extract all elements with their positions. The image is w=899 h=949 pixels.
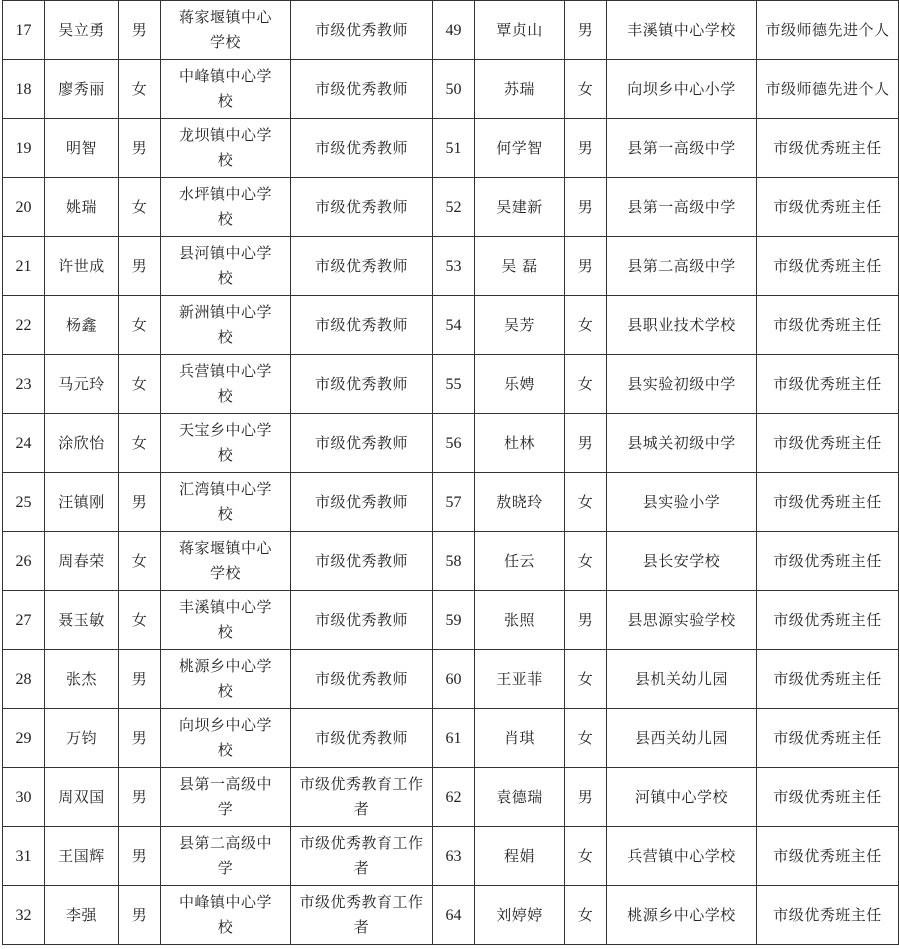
left-award-cell: 市级优秀教师 [291, 296, 433, 355]
table-row [3, 296, 899, 355]
left-row-number: 20 [3, 178, 45, 237]
table-body [3, 1, 899, 945]
right-row-number: 60 [433, 650, 475, 709]
left-school-cell: 桃源乡中心学校 [161, 650, 291, 709]
left-award-cell: 市级优秀教育工作者 [291, 827, 433, 886]
right-gender-cell: 男 [565, 119, 607, 178]
left-gender-cell: 男 [119, 237, 161, 296]
right-row-number: 62 [433, 768, 475, 827]
right-school-cell: 县城关初级中学 [607, 414, 757, 473]
table-row [3, 355, 899, 414]
right-name-cell: 任云 [475, 532, 565, 591]
right-gender-cell: 男 [565, 178, 607, 237]
right-name-cell: 覃贞山 [475, 1, 565, 60]
right-name-cell: 刘婷婷 [475, 886, 565, 945]
right-gender-cell: 女 [565, 60, 607, 119]
right-gender-cell: 女 [565, 650, 607, 709]
table-row [3, 178, 899, 237]
left-gender-cell: 男 [119, 709, 161, 768]
left-name-cell: 吴立勇 [45, 1, 119, 60]
table-row [3, 414, 899, 473]
right-name-cell: 吴 磊 [475, 237, 565, 296]
left-gender-cell: 男 [119, 119, 161, 178]
right-row-number: 51 [433, 119, 475, 178]
right-award-cell: 市级优秀班主任 [757, 237, 899, 296]
left-school-cell: 中峰镇中心学校 [161, 60, 291, 119]
right-school-cell: 县西关幼儿园 [607, 709, 757, 768]
right-award-cell: 市级优秀班主任 [757, 709, 899, 768]
right-gender-cell: 男 [565, 237, 607, 296]
award-list-table [2, 0, 899, 945]
right-gender-cell: 女 [565, 473, 607, 532]
right-award-cell: 市级优秀班主任 [757, 650, 899, 709]
right-row-number: 56 [433, 414, 475, 473]
right-school-cell: 河镇中心学校 [607, 768, 757, 827]
right-row-number: 52 [433, 178, 475, 237]
left-award-cell: 市级优秀教师 [291, 532, 433, 591]
left-row-number: 18 [3, 60, 45, 119]
right-name-cell: 王亚菲 [475, 650, 565, 709]
left-gender-cell: 男 [119, 827, 161, 886]
left-row-number: 29 [3, 709, 45, 768]
left-school-cell: 新洲镇中心学校 [161, 296, 291, 355]
left-school-cell: 县河镇中心学校 [161, 237, 291, 296]
left-gender-cell: 女 [119, 591, 161, 650]
left-row-number: 24 [3, 414, 45, 473]
right-gender-cell: 男 [565, 414, 607, 473]
right-row-number: 50 [433, 60, 475, 119]
left-award-cell: 市级优秀教师 [291, 709, 433, 768]
left-name-cell: 廖秀丽 [45, 60, 119, 119]
left-row-number: 22 [3, 296, 45, 355]
right-name-cell: 肖琪 [475, 709, 565, 768]
right-school-cell: 兵营镇中心学校 [607, 827, 757, 886]
right-school-cell: 县实验小学 [607, 473, 757, 532]
left-gender-cell: 男 [119, 473, 161, 532]
table-row [3, 119, 899, 178]
left-school-cell: 龙坝镇中心学校 [161, 119, 291, 178]
left-row-number: 25 [3, 473, 45, 532]
left-name-cell: 周春荣 [45, 532, 119, 591]
left-award-cell: 市级优秀教师 [291, 591, 433, 650]
right-name-cell: 吴芳 [475, 296, 565, 355]
right-gender-cell: 女 [565, 532, 607, 591]
left-award-cell: 市级优秀教师 [291, 237, 433, 296]
table-row [3, 591, 899, 650]
table-row [3, 60, 899, 119]
right-award-cell: 市级优秀班主任 [757, 886, 899, 945]
right-row-number: 55 [433, 355, 475, 414]
left-name-cell: 王国辉 [45, 827, 119, 886]
left-name-cell: 杨鑫 [45, 296, 119, 355]
left-gender-cell: 男 [119, 1, 161, 60]
left-award-cell: 市级优秀教师 [291, 1, 433, 60]
right-school-cell: 县实验初级中学 [607, 355, 757, 414]
left-row-number: 26 [3, 532, 45, 591]
table-row [3, 650, 899, 709]
right-award-cell: 市级优秀班主任 [757, 473, 899, 532]
left-gender-cell: 女 [119, 532, 161, 591]
right-row-number: 59 [433, 591, 475, 650]
left-name-cell: 聂玉敏 [45, 591, 119, 650]
right-award-cell: 市级优秀班主任 [757, 827, 899, 886]
right-row-number: 54 [433, 296, 475, 355]
table-row [3, 709, 899, 768]
right-name-cell: 敖晓玲 [475, 473, 565, 532]
right-award-cell: 市级优秀班主任 [757, 178, 899, 237]
left-name-cell: 李强 [45, 886, 119, 945]
right-row-number: 57 [433, 473, 475, 532]
left-name-cell: 万钧 [45, 709, 119, 768]
left-school-cell: 兵营镇中心学校 [161, 355, 291, 414]
right-award-cell: 市级师德先进个人 [757, 1, 899, 60]
left-award-cell: 市级优秀教师 [291, 119, 433, 178]
left-row-number: 21 [3, 237, 45, 296]
left-row-number: 17 [3, 1, 45, 60]
right-award-cell: 市级优秀班主任 [757, 591, 899, 650]
right-name-cell: 张照 [475, 591, 565, 650]
left-gender-cell: 女 [119, 60, 161, 119]
left-row-number: 31 [3, 827, 45, 886]
left-award-cell: 市级优秀教育工作者 [291, 768, 433, 827]
left-gender-cell: 女 [119, 414, 161, 473]
left-school-cell: 蒋家堰镇中心学校 [161, 532, 291, 591]
right-school-cell: 县长安学校 [607, 532, 757, 591]
right-school-cell: 桃源乡中心学校 [607, 886, 757, 945]
right-gender-cell: 女 [565, 355, 607, 414]
left-school-cell: 汇湾镇中心学校 [161, 473, 291, 532]
right-row-number: 63 [433, 827, 475, 886]
left-award-cell: 市级优秀教师 [291, 650, 433, 709]
right-school-cell: 县第一高级中学 [607, 178, 757, 237]
left-award-cell: 市级优秀教育工作者 [291, 886, 433, 945]
left-award-cell: 市级优秀教师 [291, 60, 433, 119]
right-school-cell: 向坝乡中心小学 [607, 60, 757, 119]
right-award-cell: 市级优秀班主任 [757, 355, 899, 414]
right-name-cell: 乐娉 [475, 355, 565, 414]
right-name-cell: 杜林 [475, 414, 565, 473]
right-row-number: 61 [433, 709, 475, 768]
left-gender-cell: 男 [119, 886, 161, 945]
right-award-cell: 市级优秀班主任 [757, 768, 899, 827]
right-award-cell: 市级优秀班主任 [757, 119, 899, 178]
left-school-cell: 蒋家堰镇中心学校 [161, 1, 291, 60]
left-award-cell: 市级优秀教师 [291, 414, 433, 473]
left-name-cell: 姚瑞 [45, 178, 119, 237]
left-row-number: 23 [3, 355, 45, 414]
left-award-cell: 市级优秀教师 [291, 473, 433, 532]
left-row-number: 28 [3, 650, 45, 709]
left-gender-cell: 男 [119, 650, 161, 709]
right-award-cell: 市级优秀班主任 [757, 296, 899, 355]
right-gender-cell: 女 [565, 886, 607, 945]
right-row-number: 53 [433, 237, 475, 296]
right-gender-cell: 男 [565, 1, 607, 60]
left-school-cell: 丰溪镇中心学校 [161, 591, 291, 650]
right-school-cell: 县第一高级中学 [607, 119, 757, 178]
table-row [3, 532, 899, 591]
right-school-cell: 丰溪镇中心学校 [607, 1, 757, 60]
right-name-cell: 何学智 [475, 119, 565, 178]
left-name-cell: 张杰 [45, 650, 119, 709]
table-row [3, 237, 899, 296]
right-gender-cell: 男 [565, 591, 607, 650]
left-row-number: 30 [3, 768, 45, 827]
left-name-cell: 马元玲 [45, 355, 119, 414]
right-gender-cell: 男 [565, 768, 607, 827]
left-school-cell: 天宝乡中心学校 [161, 414, 291, 473]
left-school-cell: 中峰镇中心学校 [161, 886, 291, 945]
table-row [3, 886, 899, 945]
left-award-cell: 市级优秀教师 [291, 355, 433, 414]
left-row-number: 32 [3, 886, 45, 945]
right-award-cell: 市级师德先进个人 [757, 60, 899, 119]
right-school-cell: 县思源实验学校 [607, 591, 757, 650]
left-gender-cell: 女 [119, 178, 161, 237]
left-name-cell: 明智 [45, 119, 119, 178]
right-award-cell: 市级优秀班主任 [757, 414, 899, 473]
right-name-cell: 吴建新 [475, 178, 565, 237]
left-gender-cell: 女 [119, 296, 161, 355]
right-row-number: 58 [433, 532, 475, 591]
table-row [3, 473, 899, 532]
right-award-cell: 市级优秀班主任 [757, 532, 899, 591]
right-name-cell: 程娟 [475, 827, 565, 886]
left-school-cell: 水坪镇中心学校 [161, 178, 291, 237]
right-gender-cell: 女 [565, 709, 607, 768]
left-name-cell: 许世成 [45, 237, 119, 296]
left-gender-cell: 女 [119, 355, 161, 414]
table-row [3, 827, 899, 886]
right-school-cell: 县机关幼儿园 [607, 650, 757, 709]
left-name-cell: 汪镇刚 [45, 473, 119, 532]
table-row [3, 1, 899, 60]
right-school-cell: 县第二高级中学 [607, 237, 757, 296]
left-name-cell: 涂欣怡 [45, 414, 119, 473]
left-row-number: 19 [3, 119, 45, 178]
right-school-cell: 县职业技术学校 [607, 296, 757, 355]
right-row-number: 49 [433, 1, 475, 60]
right-row-number: 64 [433, 886, 475, 945]
left-school-cell: 向坝乡中心学校 [161, 709, 291, 768]
left-school-cell: 县第二高级中学 [161, 827, 291, 886]
left-gender-cell: 男 [119, 768, 161, 827]
right-name-cell: 苏瑞 [475, 60, 565, 119]
right-gender-cell: 女 [565, 296, 607, 355]
left-school-cell: 县第一高级中学 [161, 768, 291, 827]
left-row-number: 27 [3, 591, 45, 650]
table-row [3, 768, 899, 827]
right-name-cell: 袁德瑞 [475, 768, 565, 827]
right-gender-cell: 女 [565, 827, 607, 886]
left-name-cell: 周双国 [45, 768, 119, 827]
left-award-cell: 市级优秀教师 [291, 178, 433, 237]
